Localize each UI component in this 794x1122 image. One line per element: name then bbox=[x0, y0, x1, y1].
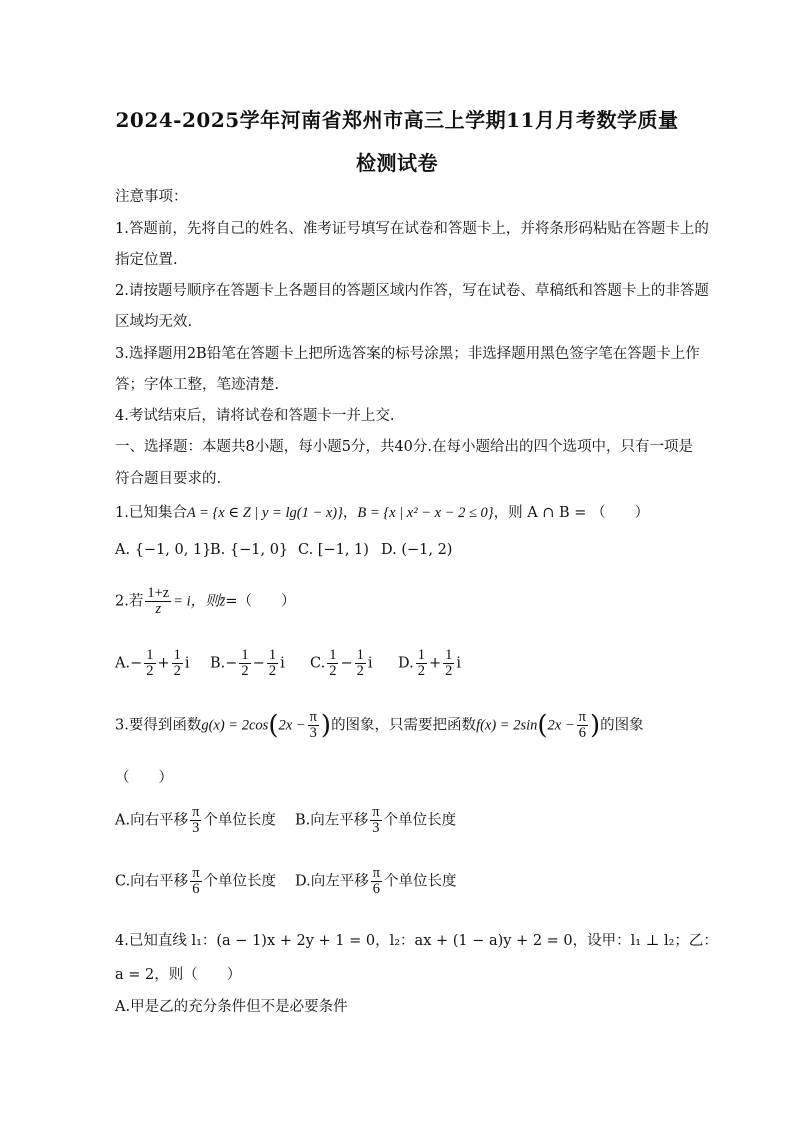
q2-sign: − bbox=[130, 655, 143, 672]
q1-option-a: A. {−1, 0, 1} bbox=[115, 542, 212, 558]
q2-i: i bbox=[280, 655, 285, 672]
q2-i: i bbox=[184, 655, 190, 672]
notice-line: 答；字体工整，笔迹清楚. bbox=[115, 377, 280, 393]
den: 3 bbox=[372, 820, 380, 837]
den: 6 bbox=[578, 725, 586, 742]
q2-half bbox=[355, 648, 366, 679]
q1-option-b: B. {−1, 0} bbox=[210, 542, 289, 558]
half-den: 2 bbox=[356, 663, 364, 680]
q2-fraction bbox=[145, 586, 171, 617]
exam-title-line1: 2024-2025学年河南省郑州市高三上学期11月月考数学质量 bbox=[115, 108, 679, 132]
question-2 bbox=[115, 586, 295, 617]
q2-half bbox=[172, 648, 183, 679]
half-den: 2 bbox=[417, 663, 425, 680]
half-den: 2 bbox=[173, 663, 181, 680]
q2-sign: + bbox=[157, 655, 170, 672]
pi: π bbox=[309, 709, 317, 725]
section-heading: 一、选择题：本题共8小题，每小题5分，共40分.在每小题给出的四个选项中，只有一项是 bbox=[115, 439, 694, 455]
q2-zbar: z̄ bbox=[219, 593, 226, 610]
den: 6 bbox=[192, 881, 200, 898]
q2-sign: − bbox=[252, 655, 265, 672]
q2-option-a bbox=[115, 648, 210, 679]
notice-line: 2.请按题号顺序在答题卡上各题目的答题区域内作答，写在试卷、草稿纸和答题卡上的非答题 bbox=[115, 283, 709, 299]
den: 3 bbox=[192, 820, 200, 837]
q3-pi-over-3 bbox=[190, 805, 201, 836]
q3-unit: 个单位长度 bbox=[203, 812, 276, 829]
half-den: 2 bbox=[329, 663, 337, 680]
q3-option-c bbox=[115, 866, 295, 897]
question-4-line2: a = 2，则（ ） bbox=[115, 967, 242, 983]
half-num: 1 bbox=[329, 647, 337, 663]
notice-line: 4.考试结束后，请将试卷和答题卡一并上交. bbox=[115, 408, 395, 424]
q1-options bbox=[115, 542, 452, 558]
paren-left: ( bbox=[537, 710, 548, 741]
q2-i: i bbox=[367, 655, 373, 672]
half-den: 2 bbox=[146, 663, 154, 680]
q3-option-text: C.向右平移 bbox=[115, 873, 189, 890]
notice-heading: 注意事项： bbox=[115, 189, 188, 205]
q3-unit: 个单位长度 bbox=[383, 812, 457, 829]
pi: π bbox=[372, 804, 380, 820]
question-1 bbox=[115, 501, 649, 522]
half-num: 1 bbox=[173, 647, 181, 663]
q2-option-c bbox=[310, 648, 398, 679]
q3-option-text: A.向右平移 bbox=[115, 812, 189, 829]
q3-option-b bbox=[295, 805, 456, 836]
q3-unit: 个单位长度 bbox=[203, 873, 277, 890]
notice-line: 指定位置. bbox=[115, 252, 178, 268]
q3-options-row2 bbox=[115, 866, 457, 897]
q3-f-inner: 2x − bbox=[547, 717, 575, 734]
den: 3 bbox=[309, 725, 317, 742]
q2-option-label: B. bbox=[210, 655, 226, 672]
q3-option-a bbox=[115, 805, 295, 836]
q2-half bbox=[416, 648, 427, 679]
q3-g-inner: 2x − bbox=[278, 717, 306, 734]
q3-mid: 的图象，只需要把函数 bbox=[331, 717, 477, 734]
q2-option-d bbox=[398, 648, 461, 679]
q2-option-label: D. bbox=[398, 655, 414, 672]
q1-suffix: ，则 A ∩ B = （ ） bbox=[493, 505, 650, 521]
half-num: 1 bbox=[146, 647, 154, 663]
q3-option-text: B.向左平移 bbox=[295, 812, 369, 829]
pi: π bbox=[578, 709, 586, 725]
q1-option-d: D. (−1, 2) bbox=[381, 542, 453, 558]
section-heading-cont: 符合题目要求的. bbox=[115, 471, 222, 487]
q3-g-expr: g(x) = 2cos bbox=[201, 717, 269, 734]
paren-left: ( bbox=[268, 710, 279, 741]
half-num: 1 bbox=[241, 647, 249, 663]
pi: π bbox=[372, 865, 381, 881]
q3-option-d bbox=[295, 866, 457, 897]
q1-sep: ， bbox=[342, 505, 358, 521]
pi: π bbox=[192, 865, 200, 881]
q3-options-row1 bbox=[115, 805, 456, 836]
q2-frac-den: z bbox=[155, 601, 162, 618]
q3-f-expr: f(x) = 2sin bbox=[476, 717, 538, 734]
q2-frac-num: 1+z bbox=[147, 585, 170, 601]
q3-prefix: 3.要得到函数 bbox=[115, 717, 202, 734]
paren-right: ) bbox=[320, 710, 332, 741]
question-4-line1: 4.已知直线 l₁：(a − 1)x + 2y + 1 = 0，l₂：ax + (1 − a)y + 2 = 0，设甲：l₁ ⊥ l₂；乙： bbox=[115, 933, 718, 949]
question-3 bbox=[115, 710, 644, 741]
q2-half bbox=[327, 648, 338, 679]
q3-pi-over-6 bbox=[190, 866, 201, 897]
exam-title-line2: 检测试卷 bbox=[356, 151, 438, 175]
q2-prefix: 2.若 bbox=[115, 593, 144, 610]
half-num: 1 bbox=[268, 647, 277, 663]
q3-unit: 个单位长度 bbox=[384, 873, 457, 890]
q2-i: i bbox=[456, 655, 462, 672]
q2-sign: + bbox=[428, 655, 442, 672]
q2-half bbox=[267, 648, 278, 679]
half-num: 1 bbox=[356, 647, 364, 663]
q2-mid: = i，则 bbox=[173, 593, 220, 610]
q1-set-a: A = {x ∈ Z | y = lg(1 − x)} bbox=[186, 505, 343, 521]
q2-option-b bbox=[210, 648, 310, 679]
half-den: 2 bbox=[268, 663, 277, 680]
q2-option-label: A. bbox=[115, 655, 131, 672]
pi: π bbox=[192, 804, 200, 820]
q2-option-label: C. bbox=[310, 655, 326, 672]
q3-paren: （ ） bbox=[115, 770, 173, 786]
q1-option-c: C. [−1, 1) bbox=[298, 542, 369, 558]
q2-half bbox=[239, 648, 250, 679]
notice-line: 3.选择题用2B铅笔在答题卡上把所选答案的标号涂黑；非选择题用黑色签字笔在答题卡上作 bbox=[115, 346, 700, 362]
notice-line: 1.答题前，先将自己的姓名、准考证号填写在试卷和答题卡上，并将条形码粘贴在答题卡上的 bbox=[115, 221, 709, 237]
q2-half bbox=[443, 648, 454, 679]
q2-sign: − bbox=[225, 655, 238, 672]
half-num: 1 bbox=[417, 647, 425, 663]
q4-option-a: A.甲是乙的充分条件但不是必要条件 bbox=[115, 999, 348, 1015]
half-den: 2 bbox=[445, 663, 453, 680]
q3-suffix: 的图象 bbox=[600, 717, 644, 734]
q3-pi-over-3 bbox=[370, 805, 381, 836]
paren-right: ) bbox=[589, 710, 601, 741]
q1-set-b: B = {x | x² − x − 2 ≤ 0} bbox=[357, 505, 494, 521]
notice-line: 区域均无效. bbox=[115, 314, 193, 330]
q2-suffix: =（ ） bbox=[225, 593, 296, 610]
q1-prefix: 1.已知集合 bbox=[115, 505, 187, 521]
q3-pi-over-6 bbox=[577, 710, 588, 741]
q3-pi-over-3 bbox=[308, 710, 319, 741]
q2-sign: − bbox=[340, 655, 353, 672]
q2-options bbox=[115, 648, 461, 679]
q3-pi-over-6 bbox=[371, 866, 382, 897]
den: 6 bbox=[372, 881, 380, 898]
q2-half bbox=[144, 648, 155, 679]
half-num: 1 bbox=[445, 647, 453, 663]
q3-option-text: D.向左平移 bbox=[295, 873, 369, 890]
half-den: 2 bbox=[241, 663, 249, 680]
